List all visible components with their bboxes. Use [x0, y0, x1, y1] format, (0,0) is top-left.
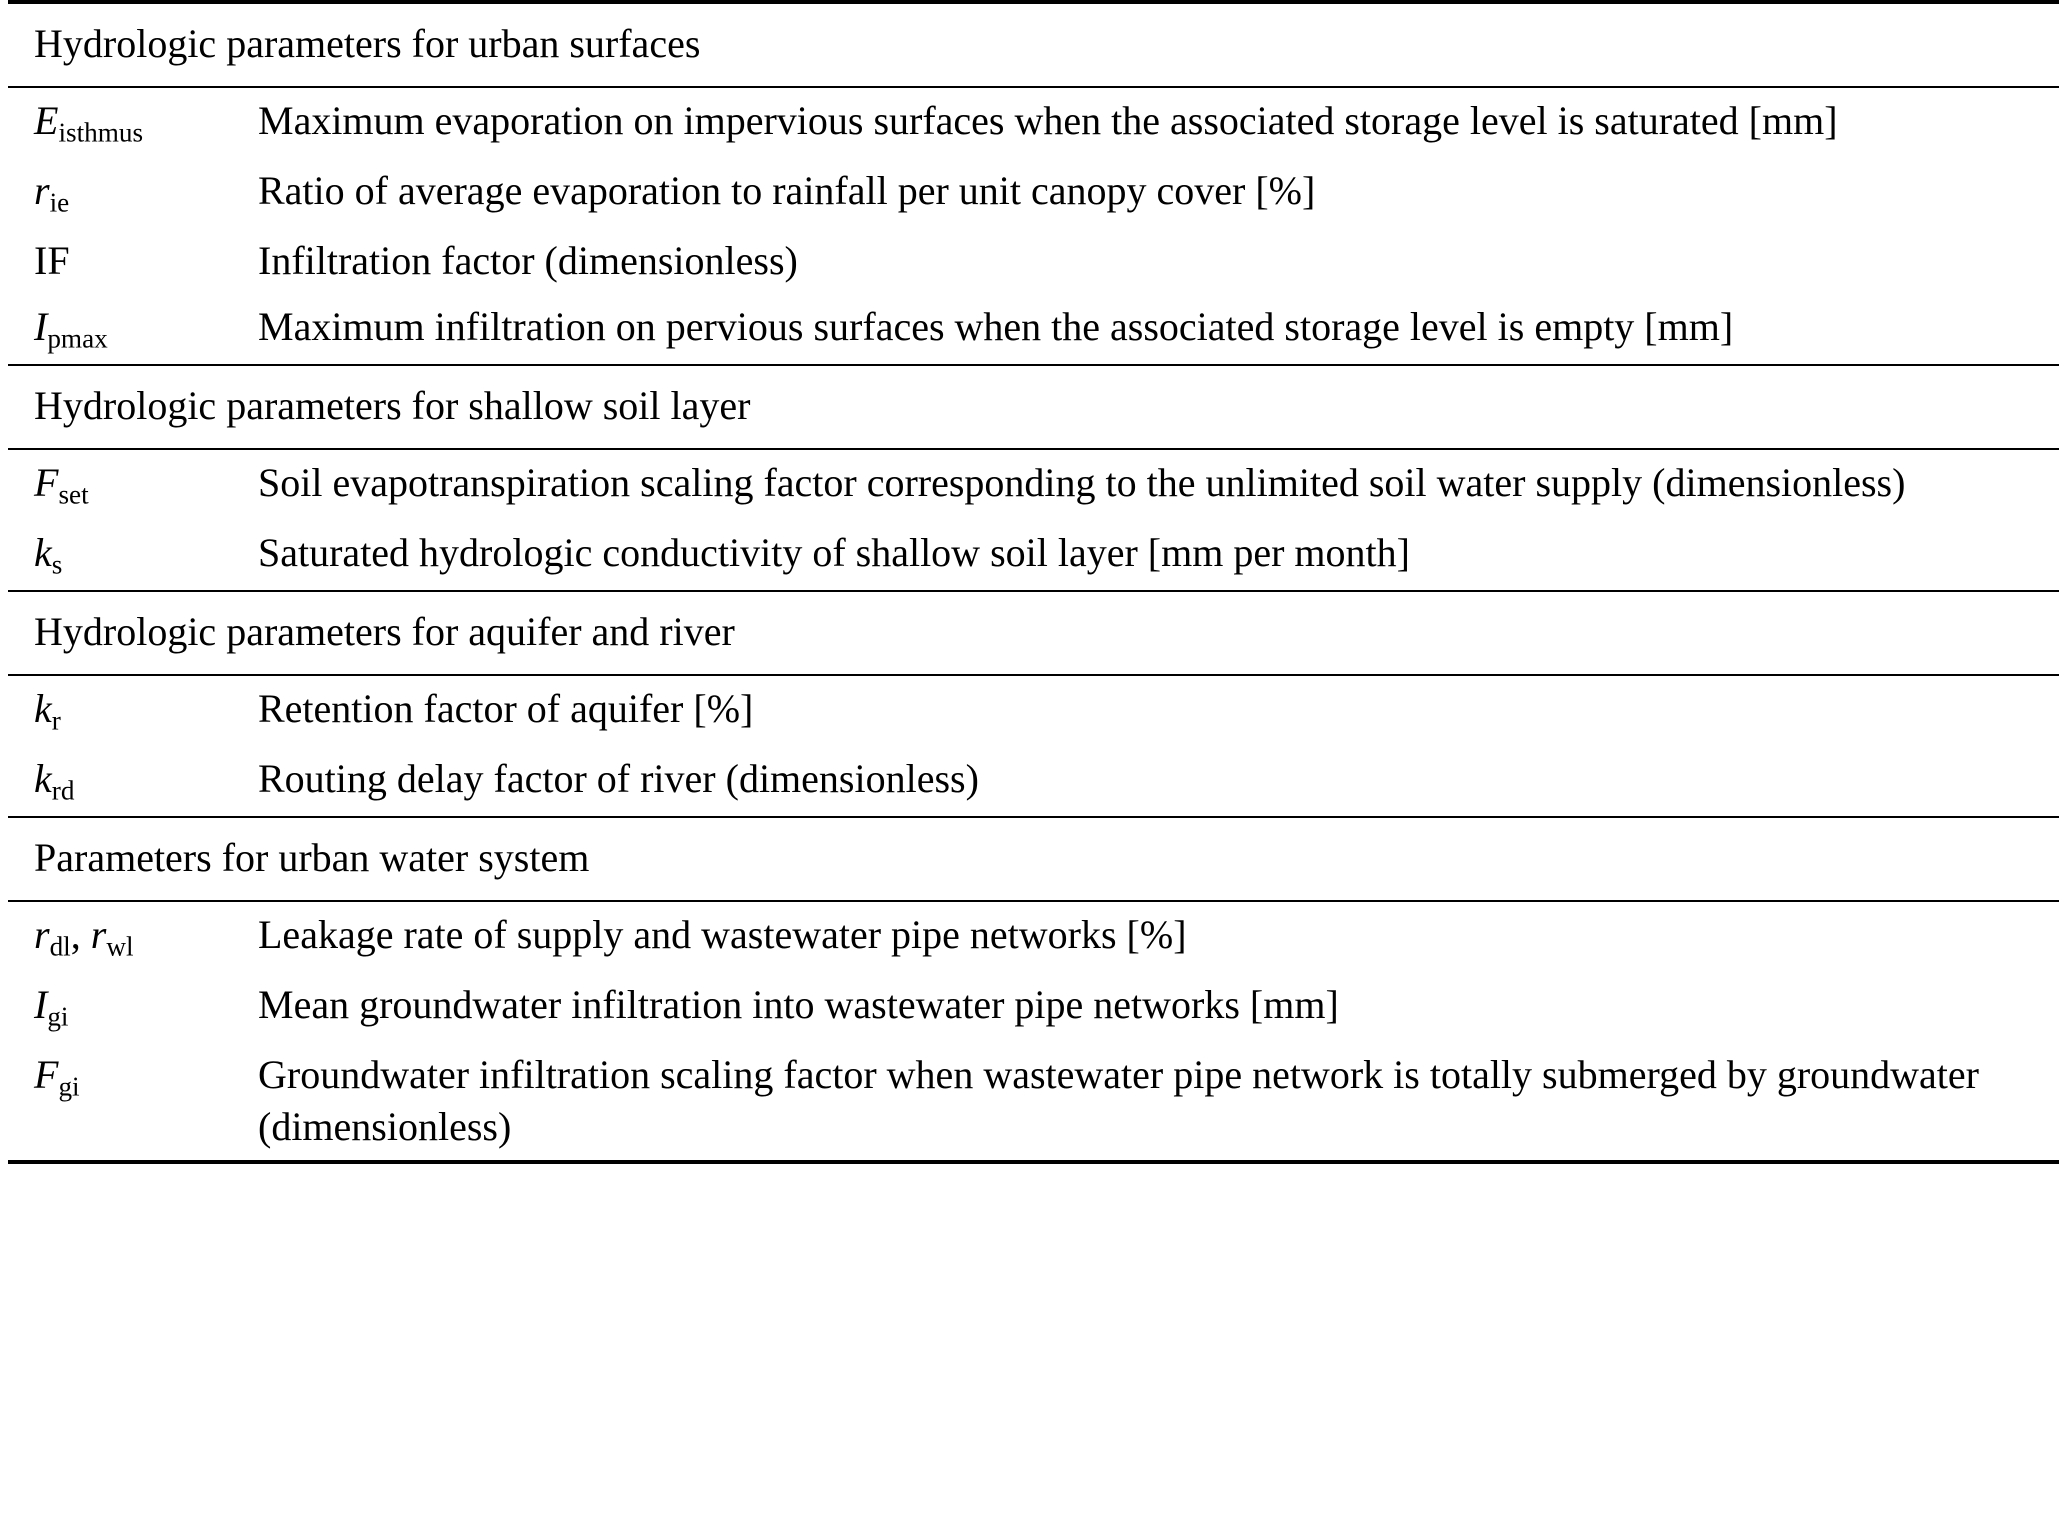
section-heading-row	[8, 817, 2059, 901]
table-row	[8, 158, 2059, 228]
parameter-table	[8, 0, 2059, 1165]
parameter-symbol: $F_{set}$	[8, 449, 258, 520]
section-heading: Hydrologic parameters for aquifer and river	[8, 591, 2059, 675]
section-heading-row	[8, 365, 2059, 449]
parameter-description: Ratio of average evaporation to rainfall per unit canopy cover [%]	[258, 167, 1316, 213]
table-row	[8, 675, 2059, 746]
parameter-description: Infiltration factor (dimensionless)	[258, 237, 798, 283]
parameter-symbol: $k_{rd}$	[34, 755, 75, 806]
table-row	[8, 228, 2059, 294]
section-heading: Hydrologic parameters for urban surfaces	[8, 2, 2059, 87]
parameter-description: Groundwater infiltration scaling factor when wastewater pipe network is totally submerged by groundwater (dimensionless)	[258, 1051, 1979, 1149]
table-bottom-rule	[8, 1162, 2059, 1165]
parameter-description: Maximum evaporation on impervious surfaces when the associated storage level is saturated [mm]	[258, 87, 2059, 158]
parameter-symbol: $I_{pmax}$	[34, 303, 108, 354]
parameter-symbol: $r_{dl}$, $r_{wl}$	[8, 901, 258, 972]
parameter-description: Soil evapotranspiration scaling factor corresponding to the unlimited soil water supply (dimensionless)	[258, 449, 2059, 520]
parameter-symbol: $F_{gi}$	[34, 1051, 80, 1102]
table-row	[8, 294, 2059, 365]
table-row	[8, 1042, 2059, 1162]
parameter-symbol: $I_{gi}$	[34, 981, 69, 1032]
table-row	[8, 520, 2059, 591]
parameter-description: Leakage rate of supply and wastewater pipe networks [%]	[258, 901, 2059, 972]
parameter-description: Mean groundwater infiltration into wastewater pipe networks [mm]	[258, 981, 1339, 1027]
parameter-description: Routing delay factor of river (dimensionless)	[258, 755, 979, 801]
table-row	[8, 746, 2059, 817]
parameter-description: Retention factor of aquifer [%]	[258, 675, 2059, 746]
parameter-description: Maximum infiltration on pervious surfaces when the associated storage level is empty [mm]	[258, 303, 1734, 349]
bottom-rule-cell	[8, 1162, 2059, 1165]
table-row	[8, 449, 2059, 520]
section-heading-row	[8, 2, 2059, 87]
parameter-symbol: $E_{isthmus}$	[8, 87, 258, 158]
table-row	[8, 901, 2059, 972]
section-heading: Hydrologic parameters for shallow soil layer	[8, 365, 2059, 449]
table-row	[8, 87, 2059, 158]
table-body	[8, 2, 2059, 1165]
parameter-symbol: IF	[34, 237, 70, 283]
section-heading-row	[8, 591, 2059, 675]
parameter-symbol: $k_r$	[8, 675, 258, 746]
section-heading: Parameters for urban water system	[8, 817, 2059, 901]
parameter-symbol: $r_{ie}$	[34, 167, 70, 218]
parameter-symbol: $k_s$	[34, 529, 63, 580]
table-row	[8, 972, 2059, 1042]
parameter-description: Saturated hydrologic conductivity of shallow soil layer [mm per month]	[258, 529, 1410, 575]
